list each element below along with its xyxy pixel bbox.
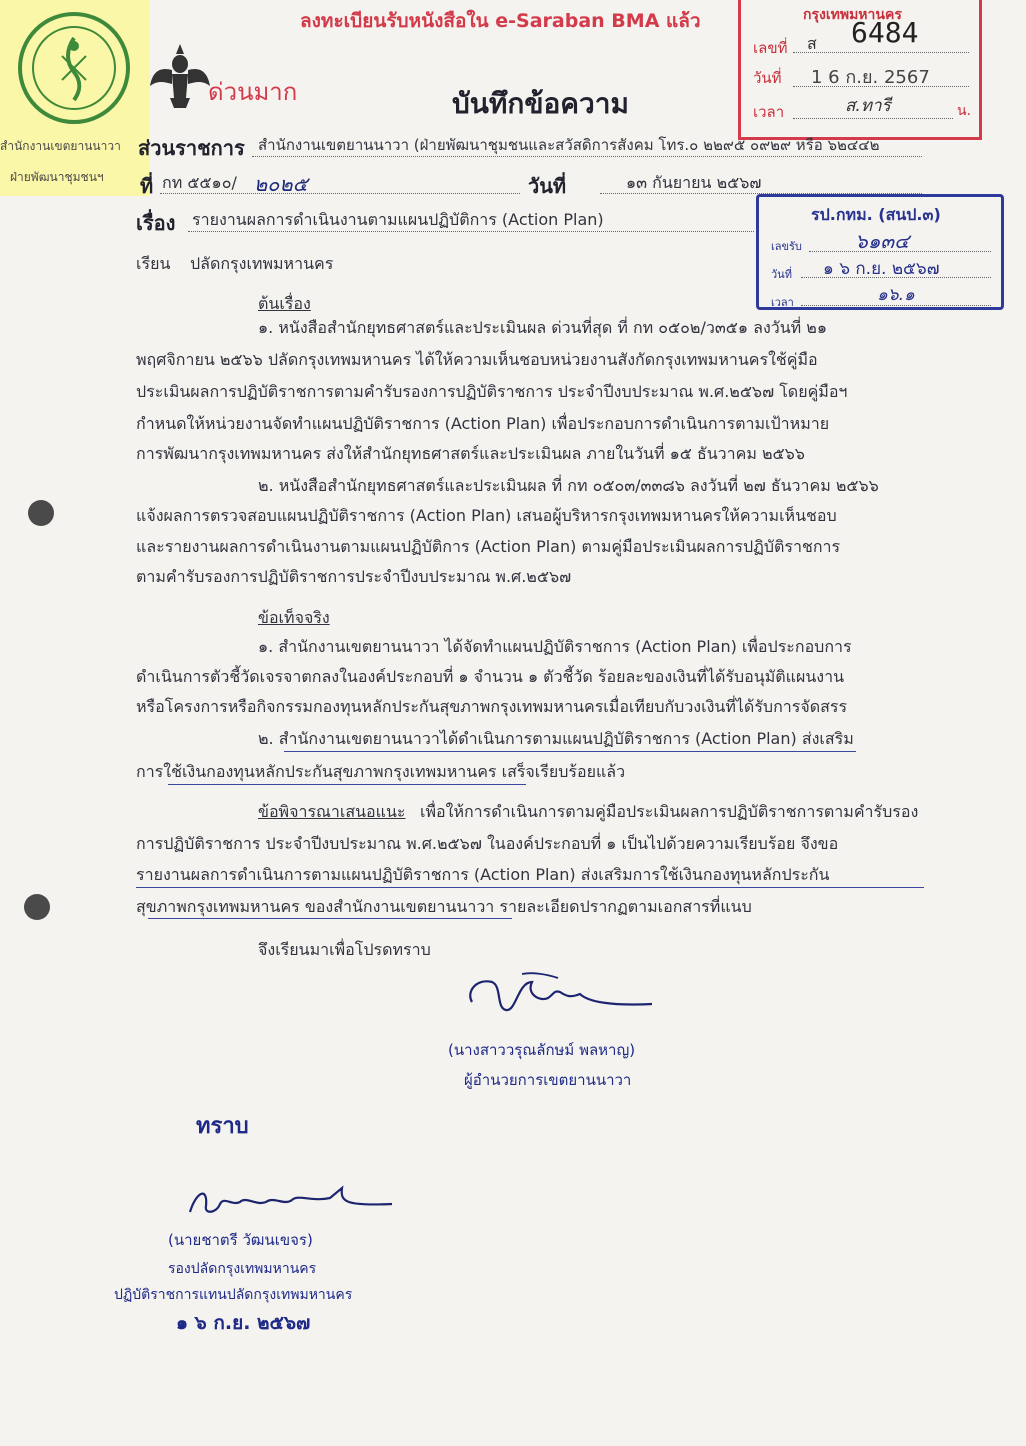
red-receive-stamp: กรุงเทพมหานคร เลขที่ ส 6484 วันที่ 1 6 ก.ย. 2567 เวลา ส.ทารี น. bbox=[738, 0, 982, 140]
body-line: ตามคำรับรองการปฏิบัติราชการประจำปีงบประมาณ พ.ศ.๒๕๖๗ bbox=[136, 567, 572, 586]
ack-name: (นายชาตรี วัฒนเขจร) bbox=[168, 1231, 313, 1249]
bma-seal-icon bbox=[18, 12, 130, 124]
subject-label: เรื่อง bbox=[136, 211, 176, 235]
to-label: เรียน bbox=[136, 254, 171, 273]
proposal-heading: ข้อพิจารณาเสนอแนะ bbox=[258, 802, 406, 821]
ack-title2: ปฏิบัติราชการแทนปลัดกรุงเทพมหานคร bbox=[114, 1287, 353, 1303]
body-line: ๒. สำนักงานเขตยานนาวาได้ดำเนินการตามแผนปฏิบัติราชการ (Action Plan) ส่งเสริม bbox=[258, 729, 854, 748]
closing-line: จึงเรียนมาเพื่อโปรดทราบ bbox=[258, 940, 431, 959]
date-label: วันที่ bbox=[528, 174, 567, 198]
agency-label: ส่วนราชการ bbox=[138, 136, 245, 160]
ref-no-value: กท ๕๕๑๐/ bbox=[162, 173, 237, 192]
body-line: ดำเนินการตัวชี้วัดเจรจาตกลงในองค์ประกอบที่ ๑ จำนวน ๑ ตัวชี้วัด ร้อยละของเงินที่ได้รับอนุมัติแผนงาน bbox=[136, 667, 845, 686]
esaraban-stamp: ลงทะเบียนรับหนังสือใน e-Saraban BMA แล้ว bbox=[300, 10, 701, 32]
punch-hole-lower bbox=[24, 894, 50, 920]
signer-title: ผู้อำนวยการเขตยานนาวา bbox=[464, 1071, 632, 1089]
doc-title: บันทึกข้อความ bbox=[452, 87, 629, 120]
ref-no-label: ที่ bbox=[140, 174, 154, 198]
ack-date: ๑ ๖ ก.ย. ๒๕๖๗ bbox=[176, 1312, 311, 1334]
punch-hole-upper bbox=[28, 500, 54, 526]
facts-heading: ข้อเท็จจริง bbox=[258, 608, 330, 627]
yellow-stamp-line1: สำนักงานเขตยานนาวา bbox=[0, 139, 121, 153]
body-line: ๑. หนังสือสำนักยุทธศาสตร์และประเมินผล ด่วนที่สุด ที่ กท ๐๕๐๒/ว๓๕๑ ลงวันที่ ๒๑ bbox=[258, 318, 828, 337]
garuda-emblem-icon bbox=[148, 40, 212, 110]
body-line: ๑. สำนักงานเขตยานนาวา ได้จัดทำแผนปฏิบัติราชการ (Action Plan) เพื่อประกอบการ bbox=[258, 637, 852, 656]
date-value: ๑๓ กันยายน ๒๕๖๗ bbox=[626, 173, 762, 192]
origin-heading: ต้นเรื่อง bbox=[258, 294, 311, 313]
ack-title1: รองปลัดกรุงเทพมหานคร bbox=[168, 1261, 317, 1277]
body-line: การพัฒนากรุงเทพมหานคร ส่งให้สำนักยุทธศาสตร์และประเมินผล ภายในวันที่ ๑๕ ธันวาคม ๒๕๖๖ bbox=[136, 444, 805, 463]
body-line: การใช้เงินกองทุนหลักประกันสุขภาพกรุงเทพมหานคร เสร็จเรียบร้อยแล้ว bbox=[136, 762, 626, 781]
urgency-stamp: ด่วนมาก bbox=[208, 78, 298, 106]
body-line: หรือโครงการหรือกิจกรรมกองทุนหลักประกันสุขภาพกรุงเทพมหานครเมื่อเทียบกับวงเงินที่ได้รับการจัดสรร bbox=[136, 697, 848, 716]
body-line: การปฏิบัติราชการ ประจำปีงบประมาณ พ.ศ.๒๕๖๗ ในองค์ประกอบที่ ๑ เป็นไปด้วยความเรียบร้อย จึงขอ bbox=[136, 834, 839, 853]
body-line: พฤศจิกายน ๒๕๖๖ ปลัดกรุงเทพมหานคร ได้ให้ความเห็นชอบหน่วยงานสังกัดกรุงเทพมหานครใช้คู่มือ bbox=[136, 350, 818, 369]
deputy-signature bbox=[180, 1176, 400, 1226]
yellow-stamp-line2: ฝ่ายพัฒนาชุมชนฯ bbox=[10, 170, 104, 184]
yellow-district-stamp bbox=[0, 0, 150, 196]
body-line: รายงานผลการดำเนินการตามแผนปฏิบัติราชการ (Action Plan) ส่งเสริมการใช้เงินกองทุนหลักประกัน bbox=[136, 865, 830, 884]
signer-name: (นางสาววรุณลักษม์ พลหาญ) bbox=[448, 1041, 636, 1059]
body-line: และรายงานผลการดำเนินงานตามแผนปฏิบัติการ (Action Plan) ตามคู่มือประเมินผลการปฏิบัติราชการ bbox=[136, 537, 841, 556]
director-signature bbox=[462, 968, 662, 1028]
body-line: กำหนดให้หน่วยงานจัดทำแผนปฏิบัติราชการ (Action Plan) เพื่อประกอบการดำเนินการตามเป้าหมาย bbox=[136, 414, 830, 433]
body-line: สุขภาพกรุงเทพมหานคร ของสำนักงานเขตยานนาวา รายละเอียดปรากฏตามเอกสารที่แนบ bbox=[136, 897, 752, 916]
body-line: แจ้งผลการตรวจสอบแผนปฏิบัติราชการ (Action Plan) เสนอผู้บริหารกรุงเทพมหานครให้ความเห็นชอบ bbox=[136, 506, 837, 525]
ref-no-handwritten: ๒๐๒๕ bbox=[254, 172, 308, 196]
body-line: เพื่อให้การดำเนินการตามคู่มือประเมินผลการปฏิบัติราชการตามคำรับรอง bbox=[420, 802, 919, 821]
body-line: ๒. หนังสือสำนักยุทธศาสตร์และประเมินผล ที่ กท ๐๕๐๓/๓๓๘๖ ลงวันที่ ๒๗ ธันวาคม ๒๕๖๖ bbox=[258, 476, 879, 495]
agency-value: สำนักงานเขตยานนาวา (ฝ่ายพัฒนาชุมชนและสวัสดิการสังคม โทร.๐ ๒๒๙๕ ๐๙๒๙ หรือ ๖๒๔๔๒ bbox=[258, 136, 880, 154]
to-value: ปลัดกรุงเทพมหานคร bbox=[190, 254, 334, 273]
blue-receive-stamp: รป.กทม. (สนป.๓) เลขรับ ๖๑๓๔ วันที่ ๑ ๖ ก.ย. ๒๕๖๗ เวลา ๑๖.๑ bbox=[756, 194, 1004, 310]
body-line: ประเมินผลการปฏิบัติราชการตามคำรับรองการปฏิบัติราชการ ประจำปีงบประมาณ พ.ศ.๒๕๖๗ โดยคู่มือฯ bbox=[136, 382, 848, 401]
subject-value: รายงานผลการดำเนินงานตามแผนปฏิบัติการ (Action Plan) bbox=[192, 210, 604, 229]
ack-label: ทราบ bbox=[196, 1114, 249, 1139]
